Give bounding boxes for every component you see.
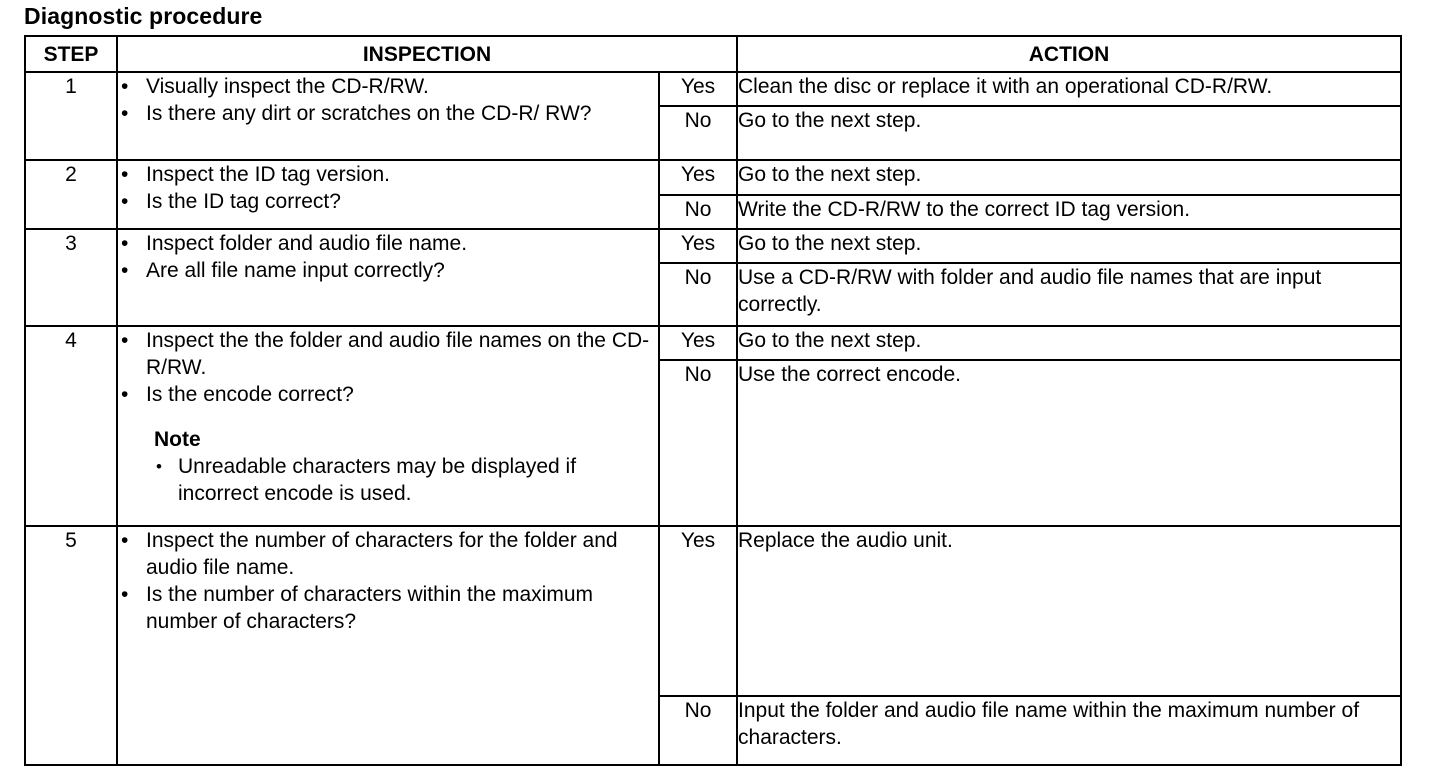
no-action: Write the CD-R/RW to the correct ID tag version. — [737, 195, 1401, 229]
no-action: Input the folder and audio file name within the maximum number of characters. — [737, 696, 1401, 765]
inspection-item: • Is the encode correct? — [118, 381, 658, 408]
inspection-item: • Is the number of characters within the maximum number of characters? — [118, 581, 658, 635]
no-label: No — [659, 195, 737, 229]
yes-label: Yes — [659, 229, 737, 263]
note-block — [118, 426, 658, 507]
table-row — [25, 229, 1401, 263]
action-header: ACTION — [737, 36, 1401, 72]
yes-action: Replace the audio unit. — [737, 526, 1401, 696]
yes-label: Yes — [659, 160, 737, 195]
yes-action: Clean the disc or replace it with an operational CD-R/RW. — [737, 72, 1401, 106]
inspection-cell — [117, 72, 659, 160]
step-number: 5 — [25, 526, 117, 765]
no-label: No — [659, 696, 737, 765]
inspection-header: INSPECTION — [117, 36, 737, 72]
table-row — [25, 526, 1401, 696]
yes-action: Go to the next step. — [737, 229, 1401, 263]
page-title: Diagnostic procedure — [24, 3, 263, 29]
yes-label: Yes — [659, 72, 737, 106]
no-label: No — [659, 106, 737, 160]
inspection-cell — [117, 326, 659, 526]
no-label: No — [659, 360, 737, 526]
inspection-item: • Inspect folder and audio file name. — [118, 230, 658, 257]
yes-label: Yes — [659, 526, 737, 696]
table-row — [25, 160, 1401, 195]
table-row — [25, 72, 1401, 106]
diagnostic-procedure-table — [24, 35, 1402, 766]
step-number: 4 — [25, 326, 117, 526]
no-action: Use the correct encode. — [737, 360, 1401, 526]
inspection-cell — [117, 160, 659, 229]
yes-action: Go to the next step. — [737, 326, 1401, 360]
step-number: 3 — [25, 229, 117, 326]
inspection-item: • Is the ID tag correct? — [118, 188, 658, 215]
no-action: Go to the next step. — [737, 106, 1401, 160]
inspection-item: • Are all file name input correctly? — [118, 257, 658, 284]
inspection-item: • Inspect the ID tag version. — [118, 161, 658, 188]
inspection-item: • Visually inspect the CD-R/RW. — [118, 73, 658, 100]
inspection-cell — [117, 526, 659, 765]
step-number: 1 — [25, 72, 117, 160]
inspection-item: • Inspect the number of characters for the folder and audio file name. — [118, 527, 658, 581]
step-header: STEP — [25, 36, 117, 72]
no-label: No — [659, 263, 737, 326]
yes-label: Yes — [659, 326, 737, 360]
inspection-item: • Inspect the the folder and audio file names on the CD-R/RW. — [118, 327, 658, 381]
inspection-item: • Is there any dirt or scratches on the CD-R/ RW? — [118, 100, 658, 127]
note-item: • Unreadable characters may be displayed if incorrect encode is used. — [154, 453, 658, 507]
note-title: Note — [154, 428, 201, 451]
header-row — [25, 36, 1401, 72]
no-action: Use a CD-R/RW with folder and audio file names that are input correctly. — [737, 263, 1401, 326]
table-row — [25, 326, 1401, 360]
inspection-cell — [117, 229, 659, 326]
step-number: 2 — [25, 160, 117, 229]
yes-action: Go to the next step. — [737, 160, 1401, 195]
